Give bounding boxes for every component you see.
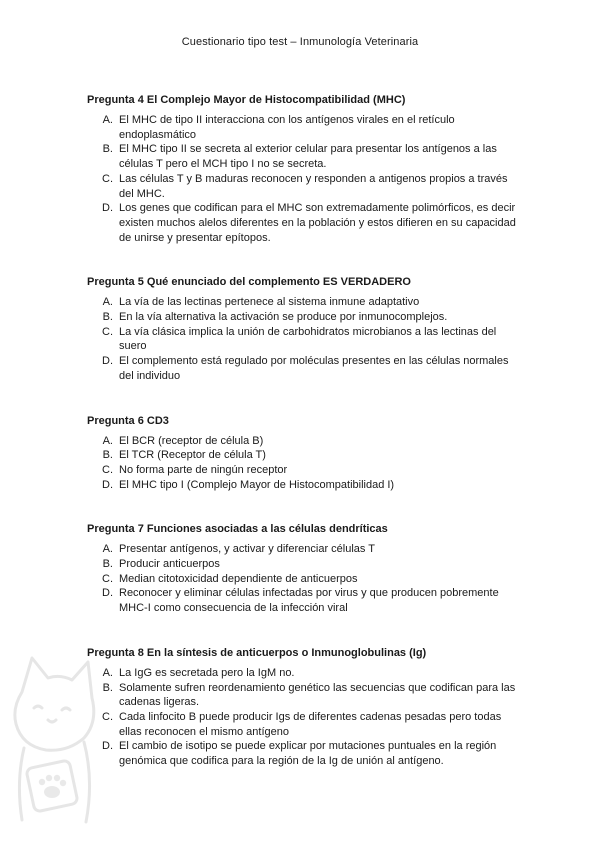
cat-mascot-watermark — [8, 652, 98, 832]
option-d — [87, 586, 519, 615]
option-d — [87, 201, 519, 245]
question-7 — [87, 522, 519, 616]
option-letter: A. — [102, 296, 113, 309]
option-letter: D. — [102, 740, 113, 753]
option-c — [87, 572, 519, 587]
option-letter: C. — [102, 463, 113, 476]
option-text: Presentar antígenos, y activar y diferenciar células T — [119, 543, 375, 556]
question-title: Pregunta 5 Qué enunciado del complemento ES VERDADERO — [87, 276, 411, 289]
option-text: El TCR (Receptor de célula T) — [119, 449, 266, 462]
option-letter: C. — [102, 710, 113, 723]
question-5 — [87, 275, 519, 383]
option-text: El BCR (receptor de célula B) — [119, 434, 264, 447]
option-letter: A. — [102, 434, 113, 447]
option-letter: D. — [102, 478, 113, 491]
option-letter: B. — [102, 143, 113, 156]
option-text: El complemento está regulado por moléculas presentes en las células normales del individuo — [119, 355, 509, 382]
option-d — [87, 739, 519, 768]
option-letter: B. — [102, 681, 113, 694]
option-text: El MHC de tipo II interacciona con los antígenos virales en el retículo endoplasmático — [119, 114, 455, 141]
question-title: Pregunta 7 Funciones asociadas a las células dendríticas — [87, 523, 388, 536]
option-b — [87, 681, 519, 710]
option-list — [87, 666, 519, 769]
option-a — [87, 542, 519, 557]
option-a — [87, 666, 519, 681]
option-letter: D. — [102, 587, 113, 600]
option-letter: A. — [102, 543, 113, 556]
option-letter: B. — [102, 449, 113, 462]
option-text: La vía clásica implica la unión de carbohidratos microbianos a las lectinas del suero — [119, 325, 497, 353]
option-text: Median citotoxicidad dependiente de anticuerpos — [119, 572, 358, 585]
option-a — [87, 295, 519, 310]
option-letter: D. — [102, 202, 113, 215]
option-list — [87, 434, 519, 493]
option-list — [87, 113, 519, 245]
option-b — [87, 142, 519, 171]
option-text: Los genes que codifican para el MHC son extremadamente polimórficos, es decir existen muchos alelos diferentes en la población y estos difieren en su capacidad de unirse y presentar epítopos. — [119, 202, 516, 244]
option-list — [87, 542, 519, 616]
option-text: Reconocer y eliminar células infectadas por virus y que producen pobremente MHC-I como consecuencia de la infección viral — [119, 587, 499, 615]
option-a — [87, 113, 519, 142]
option-letter: C. — [102, 572, 113, 585]
option-text: La vía de las lectinas pertenece al sistema inmune adaptativo — [119, 296, 420, 309]
option-c — [87, 325, 519, 354]
option-text: El cambio de isotipo se puede explicar por mutaciones puntuales en la región genómica que codifica para la región de la Ig de unión al antígeno. — [119, 740, 497, 768]
option-text: Producir anticuerpos — [119, 558, 220, 571]
option-c — [87, 172, 519, 201]
option-letter: B. — [102, 558, 113, 571]
question-6 — [87, 414, 519, 493]
option-text: No forma parte de ningún receptor — [119, 463, 288, 476]
question-title: Pregunta 6 CD3 — [87, 414, 169, 427]
option-list — [87, 295, 519, 383]
option-b — [87, 448, 519, 463]
option-text: La IgG es secretada pero la IgM no. — [119, 666, 295, 679]
option-d — [87, 478, 519, 493]
paw-icon — [39, 775, 66, 798]
question-4 — [87, 93, 519, 245]
option-text: Las células T y B maduras reconocen y responden a antigenos propios a través del MHC. — [119, 172, 508, 200]
option-d — [87, 354, 519, 383]
option-b — [87, 557, 519, 572]
option-text: Cada linfocito B puede producir Igs de diferentes cadenas pesadas pero todas ellas reconocen el mismo antígeno — [119, 710, 502, 738]
question-title: Pregunta 4 El Complejo Mayor de Histocompatibilidad (MHC) — [87, 94, 406, 106]
option-text: El MHC tipo II se secreta al exterior celular para presentar los antígenos a las células T pero el MCH tipo I no se secreta. — [119, 143, 497, 171]
option-c — [87, 710, 519, 739]
option-letter: D. — [102, 355, 113, 368]
option-letter: C. — [102, 172, 113, 185]
option-b — [87, 310, 519, 325]
question-title: Pregunta 8 En la síntesis de anticuerpos o Inmunoglobulinas (Ig) — [87, 646, 427, 659]
option-text: El MHC tipo I (Complejo Mayor de Histocompatibilidad I) — [119, 478, 395, 491]
option-letter: C. — [102, 325, 113, 338]
question-8 — [87, 646, 519, 769]
document-header: Cuestionario tipo test – Inmunología Veterinaria — [181, 36, 419, 48]
option-letter: A. — [102, 114, 113, 126]
option-text: En la vía alternativa la activación se produce por inmunocomplejos. — [119, 311, 448, 324]
option-letter: A. — [102, 666, 113, 679]
option-c — [87, 463, 519, 478]
option-a — [87, 434, 519, 449]
option-letter: B. — [102, 311, 113, 324]
question-list — [87, 93, 519, 769]
option-text: Solamente sufren reordenamiento genético las secuencias que codifican para las cadenas ligeras. — [119, 681, 516, 709]
